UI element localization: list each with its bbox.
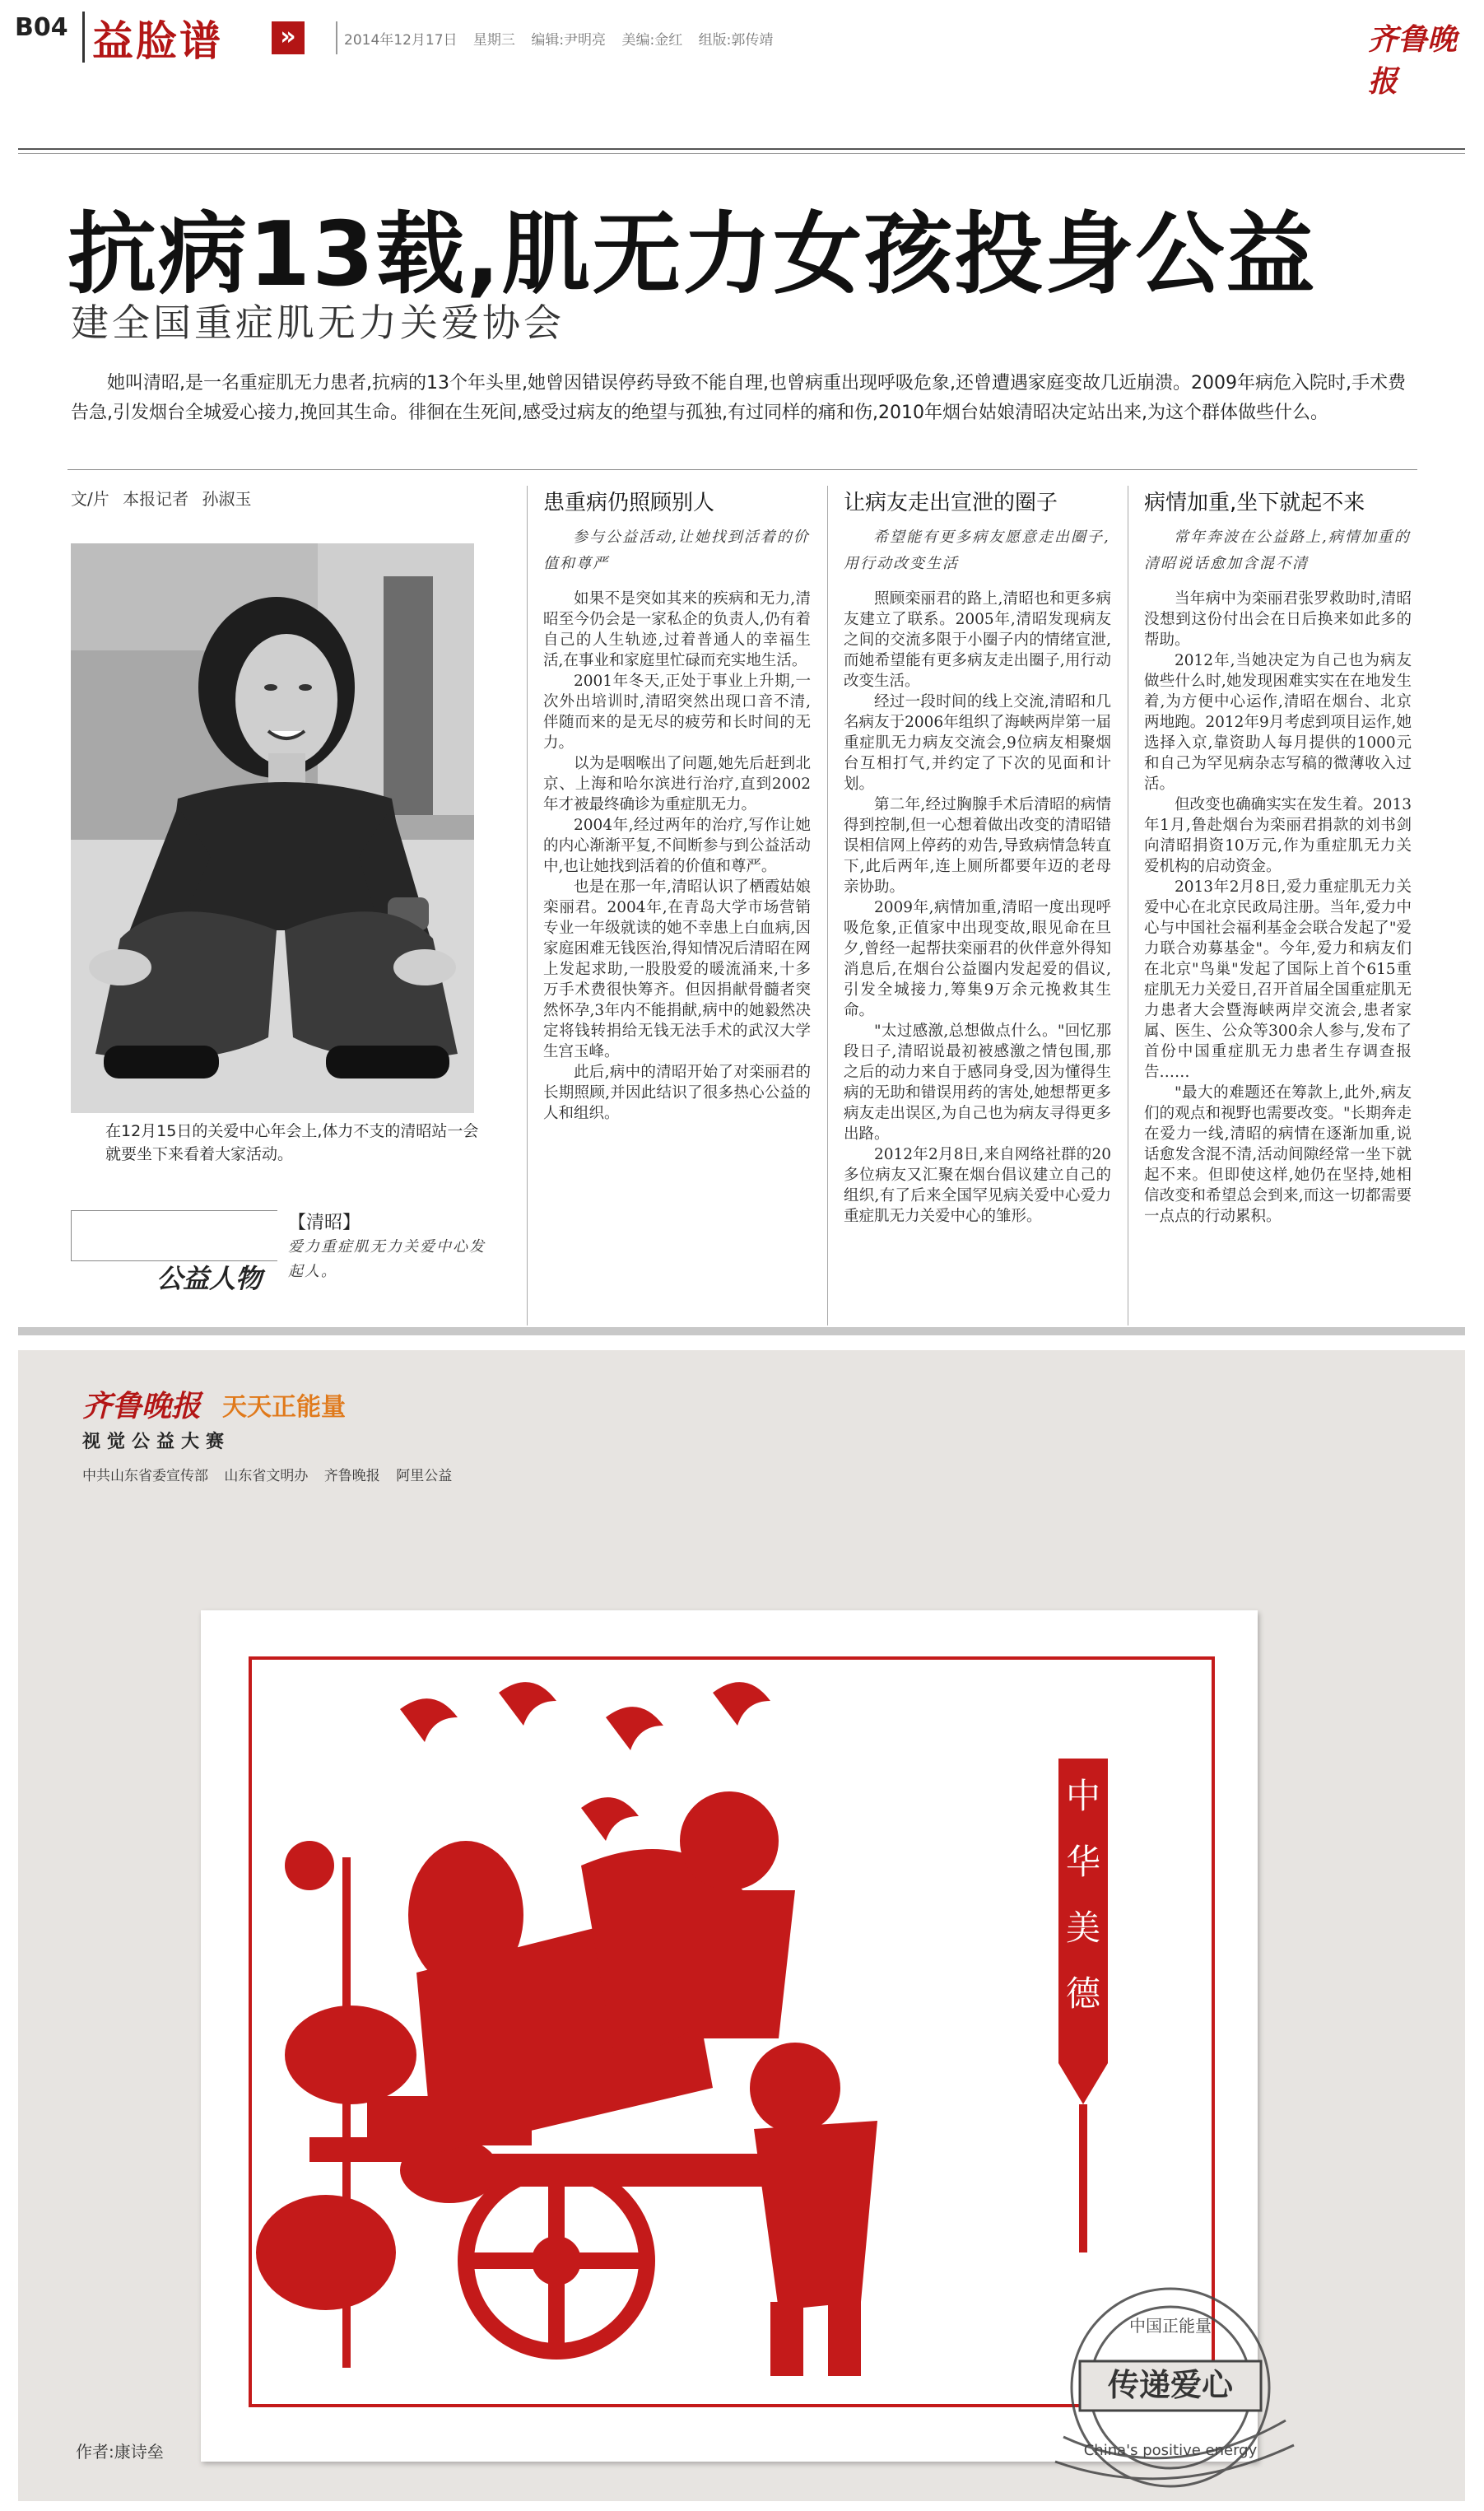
postmark [1030,2272,1310,2503]
paragraph: 第二年,经过胸腺手术后清昭的病情得到控制,但一心想着做出改变的清昭错误相信网上停药的劝告,导致病情急转直下,此后两年,连上厕所都要年迈的老母亲协助。 [844,796,1111,896]
article-column-2 [844,486,1111,1227]
header-rule [18,148,1465,150]
paragraph: 当年病中为栾丽君张罗救助时,清昭没想到这份付出会在日后换来如此多的帮助。 [1144,590,1412,649]
section-title: 益脸谱 [92,17,223,65]
photo-caption: 在12月15日的关爱中心年会上,体力不支的清昭站一会就要坐下来看着大家活动。 [105,1122,479,1163]
postmark-ring: China's positive energy [1083,2442,1258,2459]
profile-name: 【清昭】 [288,1213,361,1233]
column-intro: 常年奔波在公益路上,病情加重的清昭说话愈加含混不清 [1144,529,1411,572]
paragraph: 2012年,当她决定为自己也为病友做些什么时,她发现困难实实在在地发生着,为方便中心运作,清昭在烟台、北京两地跑。2012年9月考虑到项目运作,她选择入京,靠资助人每月提供的1000元和自己为罕见病杂志写稿的微薄收入过活。 [1144,652,1412,793]
article-column-3 [1144,486,1412,1227]
column-body [844,589,1111,1227]
news-photo [71,543,474,1113]
lead-paragraph: 她叫清昭,是一名重症肌无力患者,抗病的13个年头里,她曾因错误停药导致不能自理,也曾病重出现呼吸危象,还曾遭遇家庭变故几近崩溃。2009年病危入院时,手术费告急,引发烟台全城爱心接力,挽回其生命。徘徊在生死间,感受过病友的绝望与孤独,有过同样的痛和伤,2010年烟台姑娘清昭决定站出来,为这个群体做些什么。 [71,373,1406,423]
ad-campaign-logo: 天天正能量 [222,1393,346,1422]
section-separator [18,1327,1465,1335]
header-rule-thin [18,153,1465,154]
profile-box [71,1210,277,1261]
profile-desc: 爱力重症肌无力关爱中心发起人。 [288,1238,486,1280]
paragraph: 经过一段时间的线上交流,清昭和几名病友于2006年组织了海峡两岸第一届重症肌无力病友交流会,9位病友相聚烟台互相打气,并约定了下次的见面和计划。 [844,693,1111,793]
byline: 文/片 本报记者 孙淑玉 [71,489,252,509]
postmark-text: 传递爱心 [1107,2366,1234,2403]
header-divider [82,12,85,63]
page-number: B04 [15,13,68,42]
ad-author: 作者:康诗垒 [76,2442,164,2462]
paragraph: 以为是咽喉出了问题,她先后赶到北京、上海和哈尔滨进行治疗,直到2002年才被最终确诊为重症肌无力。 [543,755,811,813]
paragraph: "最大的难题还在筹款上,此外,病友们的观点和视野也需要改变。"长期奔走在爱力一线,清昭的病情在逐渐加重,说话愈发含混不清,活动间隙经常一坐下就起不来。但即使这样,她仍在坚持,她相信改变和希望总会到来,而这一切都需要一点点的行动累积。 [1144,1084,1412,1225]
ad-organizers: 中共山东省委宣传部 山东省文明办 齐鲁晚报 阿里公益 [82,1468,453,1484]
column-title: 让病友走出宣泄的圈子 [844,491,1058,515]
profile-label: 公益人物 [156,1263,263,1294]
paragraph: 2009年,病情加重,清昭一度出现呼吸危象,正值家中出现变故,眼见命在旦夕,曾经一起帮扶栾丽君的伙伴意外得知消息后,在烟台公益圈内发起爱的倡议,引发全城接力,筹集9万余元挽救其生命。 [844,899,1111,1019]
ad-title: 视觉公益大赛 [82,1432,231,1452]
issue-meta: 2014年12月17日 星期三 编辑:尹明亮 美编:金红 组版:郭传靖 [344,32,774,49]
column-intro: 参与公益活动,让她找到活着的价值和尊严 [543,529,810,572]
newspaper-logo: 齐鲁晚报 [1368,22,1458,99]
column-title: 患重病仍照顾别人 [543,491,715,515]
paragraph: 也是在那一年,清昭认识了栖霞姑娘栾丽君。2004年,在青岛大学市场营销专业一年级就读的她不幸患上白血病,因家庭困难无钱医治,得知情况后清昭在网上发起求助,一股股爱的暖流涌来,十多万手术费很快筹齐。但因捐献骨髓者突然怀孕,3年内不能捐献,病中的她毅然决定将钱转捐给无钱无法手术的武汉大学生宫玉峰。 [543,878,811,1060]
section-arrow-icon: » [272,21,305,54]
lead-rule [67,469,1417,470]
paragraph: 但改变也确确实实在发生着。2013年1月,鲁赴烟台为栾丽君捐款的刘书剑向清昭捐资10万元,作为重症肌无力关爱机构的启动资金。 [1144,796,1412,875]
paragraph: 2004年,经过两年的治疗,写作让她的内心渐渐平复,不间断参与到公益活动中,也让她找到活着的价值和尊严。 [543,817,811,875]
column-title: 病情加重,坐下就起不来 [1144,491,1365,515]
photo-illustration [71,543,474,1113]
postmark-top: 中国正能量 [1129,2316,1212,2336]
paragraph: 照顾栾丽君的路上,清昭也和更多病友建立了联系。2005年,清昭发现病友之间的交流多限于小圈子内的情绪宣泄,而她希望能有更多病友走出圈子,用行动改变生活。 [844,590,1111,690]
column-body [543,589,811,1124]
column-rule [527,486,528,1325]
column-intro: 希望能有更多病友愿意走出圈子,用行动改变生活 [844,529,1110,572]
meta-divider [336,21,337,54]
stamp-char: 德 [1065,1973,1101,2014]
column-body [1144,589,1412,1227]
paragraph: 2013年2月8日,爱力重症肌无力关爱中心在北京民政局注册。当年,爱力中心与中国社会福利基金会联合发起了"爱力联合劝募基金"。今年,爱力和病友们在北京"鸟巢"发起了国际上首个615重症肌无力关爱日,召开首届全国重症肌无力患者大会暨海峡两岸交流会,患者家属、医生、公众等300余人参与,发布了首份中国重症肌无力患者生存调查报告…… [1144,878,1412,1081]
subheadline: 建全国重症肌无力关爱协会 [71,300,565,345]
paragraph: 2001年冬天,正处于事业上升期,一次外出培训时,清昭突然出现口音不清,伴随而来的是无尽的疲劳和长时间的无力。 [543,673,811,752]
article-column-1 [543,486,811,1124]
stamp-char: 中 [1065,1776,1101,1816]
ad-brand-logo: 齐鲁晚报 [82,1389,202,1423]
paragraph: 如果不是突如其来的疾病和无力,清昭至今仍会是一家私企的负责人,仍有着自己的人生轨迹,过着普通人的幸福生活,在事业和家庭里忙碌而充实地生活。 [543,590,811,669]
paragraph: "太过感激,总想做点什么。"回忆那段日子,清昭说最初被感激之情包围,那之后的动力来自于感同身受,因为懂得生病的无助和错误用药的害处,她想帮更多病友走出误区,为自己也为病友寻得更多出路。 [844,1023,1111,1143]
column-rule [827,486,828,1325]
paragraph: 此后,病中的清昭开始了对栾丽君的长期照顾,并因此结识了很多热心公益的人和组织。 [543,1064,811,1122]
stamp-char: 华 [1065,1842,1101,1882]
paragraph: 2012年2月8日,来自网络社群的20多位病友又汇聚在烟台倡议建立自己的组织,有了后来全国罕见病关爱中心爱力重症肌无力关爱中心的雏形。 [844,1146,1111,1225]
headline: 抗病13载,肌无力女孩投身公益 [67,203,1317,306]
stamp-char: 美 [1065,1908,1101,1948]
